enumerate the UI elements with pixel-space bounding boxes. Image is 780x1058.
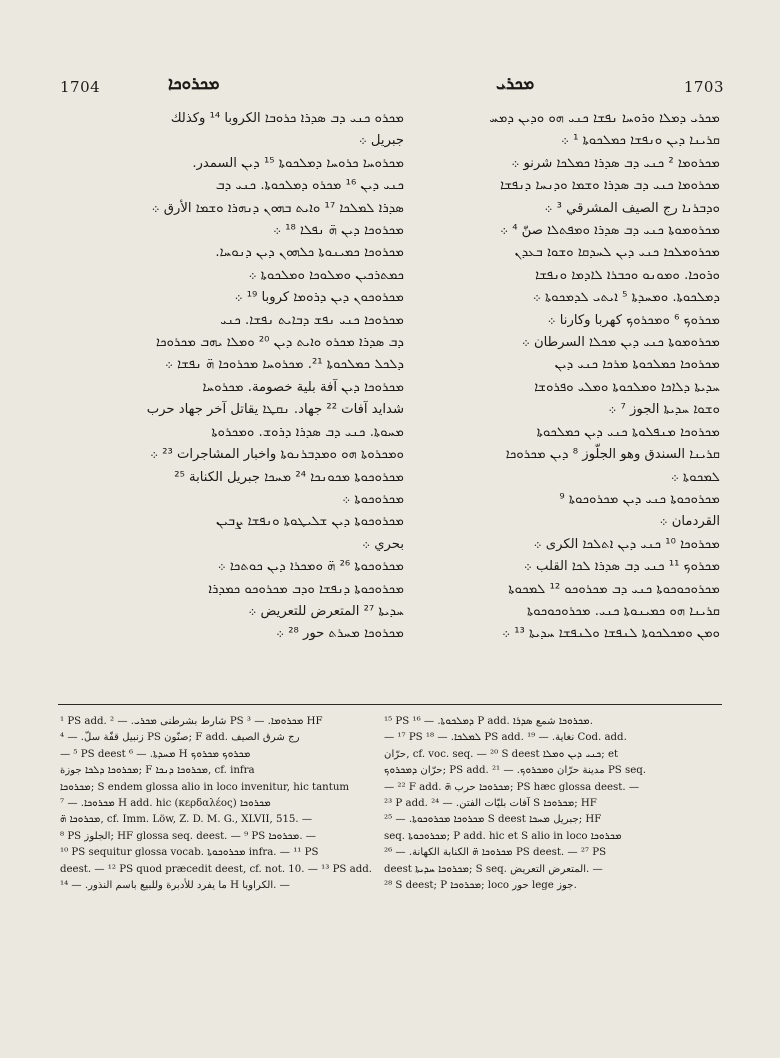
right-line: ܚܕܝܬܐ ܕܠܐܟܐ ܘܡܠܟܘܬܐ ܘܡܠܝ ܘܦܪܘܫܐ: [534, 379, 720, 395]
left-line: ܡܟܪܘܟܐ ܕܝܢ آفة بلية خصومة. ܡܟܪܘܚܐ: [202, 379, 404, 395]
footnote-line: — ¹⁷ PS ܠܡܠܟܐ. — ¹⁸ PS add. نغاية. — ¹⁹ Cod. add.: [384, 732, 627, 744]
right-line: ܡܟܪܘܟ ⁶ ܘܡܟܪܘܟ كهربا وكارنا ܀: [547, 312, 720, 328]
right-line: ܡܟܪܘܟܐ ¹⁰ ܟܢܝ ܕܝܢ ܐܬܠܟܐ الكرى ܀: [533, 536, 720, 552]
footnote-line: seq. ܡܟܪܘܟܘܬܐ; P add. hic et S alio in loco ܡܟܪܘܟܐ: [384, 830, 622, 842]
right-line: ܕܡܠܟܘܬܐ. ܘܡܚܕܬܐ ⁵ ܐܝܬܝ ܠܕܡܟܘܬܐ ܀: [532, 290, 720, 306]
left-line: بحري ܀: [362, 536, 404, 552]
left-line: ܡܟܪܘܟܘܬܐ ܡܟܘܢܟܐ ²⁴ ܡܚܟܐ جبريل الكنابة ²⁵: [174, 469, 404, 485]
left-line: ܕܒ ܣܕܪܐ ܡܟܪܘ ܘܐܝܬ ܕܝܢ ²⁰ ܘܡܠܐ ܝܗܒ ܡܟܪܘܟܐ: [155, 335, 404, 351]
footnote-line: حرّان, cf. voc. seq. — ²⁰ S deest ܟܢܝ ܕܝܢ ܘܡܠܐ; et: [384, 748, 619, 760]
right-line: ܡܟܪܘܟܐ ܟܡܠܟܘܬܐ ܡܪܟܐ ܟܢܝ ܕܝܢ: [554, 357, 720, 373]
right-line: ܩܪܝܢܐ ܗܘ ܟܡܝܢܘܬܐ ܟܢܝ. ܡܟܪܘܟܘܟܘܬܐ: [526, 603, 720, 619]
right-line: ܡܟܪܘܟ ¹¹ ܟܢܝ ܕܒ ܣܕܪܐ ܠܟܐ القلب ܀: [523, 559, 720, 575]
left-line: ܡܟܪܘܟܐ ܟܡܝܢܘܬܐ ܟܠܗܘܢ ܕܝܢ ܕܢܘܚܐ.: [215, 245, 404, 261]
left-line: ܡܟܪܘܟܐ ܟܢܝ ܢܦܫ ܕܒܐܝܬ ܢܦܫܐ. ܟܢܝ: [220, 312, 404, 328]
right-line: ܩܪܝܢܐ السندق وهو الجلّوز ⁸ ܕܝܢ ܡܟܪܘܟܐ: [505, 447, 720, 463]
right-line: ܘܕܒܪܢܐ رج الصيف المشرقي ³ ܀: [544, 200, 720, 216]
left-line: ܡܟܪܘܟܘܬܐ ܕܝܢ ܫܠܝܛܘܬܐ ܘܢܦܫܐ ܨܒܝܢ: [216, 514, 404, 530]
left-line: ܣܕܪܐ ܠܡܠܟܐ ¹⁷ ܘܐܝܬ ܒܗܘܢ ܕܢܗܪܐ ܘܫܡܐ الأرق ܀: [151, 200, 404, 216]
left-line: ܡܟܪܘ ܟܢܝ ܕܒ ܣܕܪܐ ܟܪܘܒܐ الكروبا ¹⁴ وكذلك: [170, 111, 404, 126]
right-page-number: 1703: [683, 78, 724, 96]
left-page-number: 1704: [60, 78, 101, 96]
left-line: ܚܕܝܬܐ ²⁷ المتعرض للتعريض ܀: [248, 603, 404, 619]
footnote-line: ܡܟܪܘܟܐ. — ⁷ H add. hic (κερδαλέος) ܡܟܪܘܟܐ: [60, 798, 271, 810]
right-line: ܘܫܘܐ ܚܕܝܬܐ الجوز ⁷ ܀: [608, 402, 720, 418]
left-footnotes: [60, 714, 390, 894]
left-line: ܡܟܪܘܟܘܢ ܕܝܢ ܕܪܘܡܐ كروبا ¹⁹ ܀: [234, 290, 404, 306]
right-line: ܡܟܪܘܟܘܟܘܬܐ ܟܢܝ ܕܒ ܡܟܪܘܟܘ ¹² ܠܡܟܘܬܐ: [508, 581, 720, 597]
footnote-line: ܡܟܪܘܟܐ ܡܟܪܘܟܘܬܐ. — ²⁵ S deest جبريل ܡܚܟܐ; HF: [384, 814, 602, 826]
right-line: ܡܟܪܘܡܘܬܐ ܟܢܝ ܕܝܢ ܡܟܠܐ السرطان ܀: [521, 335, 720, 351]
right-line: ܩܪܝܢܐ ܕܝܢ ܘܢܦܫܐ ܟܡܠܟܘܬܐ ¹ ܀: [561, 133, 720, 149]
left-line: ܡܟܪܘܟܘܬܐ ²⁶ ܗ̈ ܘܡܟܪܐ ܕܝܢ ܟܘܬܟܐ ܀: [217, 559, 404, 575]
left-line: ܟܡܬܪܟܝܢ ܘܡܠܘܟܐ ܘܡܠܟܘܬܐ ܀: [248, 267, 404, 283]
footnote-line: deest. — ¹² PS quod præcedit deest, cf. not. 10. — ¹³ PS add.: [60, 863, 373, 875]
footnote-line: ²³ P add. آفات بليّات الفتن. — ²⁴ S ܡܟܪܘܟܐ; HF: [384, 798, 597, 810]
left-line: ܡܟܪܘܟܐ ܡܚܪܬ حور ²⁸ ܀: [276, 626, 404, 642]
left-lexicon-column: [58, 108, 404, 646]
left-line: ܡܟܪܘܟܘܬܐ ܕܢܦܫܐ ܘܕܒ ܡܟܪܘܟܘ ܟܡܕܪܐ: [208, 581, 404, 597]
left-line: ܟܢܝ ܕܝܢ ¹⁶ ܡܟܪܘ ܕܡܠܟܘܬܐ. ܟܢܝ ܕܒ: [215, 178, 404, 194]
left-line: ܡܟܪܘܚܐ ܟܪܘܚܐ ܕܡܠܟܘܬܐ ¹⁵ ܕܝܢ السمدر.: [192, 155, 404, 171]
footnote-line: حرّان ܕܡܟܪܘܟ; PS add. مدينة حرّان ܘܡܟܪܘܟ. — ²¹ PS seq.: [384, 765, 647, 777]
footnote-line: ܡܟܪܘܟܐ ܗ̈, cf. Imm. Löw, Z. D. M. G., XLVII, 515. —: [60, 814, 313, 826]
left-line: جبريل ܀: [358, 133, 404, 149]
right-line: ܡܟܪܘܡܐ ² ܟܢܝ ܕܒ ܣܕܪܐ ܟܡܠܟܐ شرنو ܀: [511, 155, 720, 171]
right-line: ܡܟܪܝ ܕܡܠܐ ܘܪܘܚܐ ܢܦܫܐ ܟܢܝ ܗܘ ܘܕܝܢ ܕܡܚ: [489, 111, 720, 126]
right-line: ܘܡܢ ܘܡܟܠܟܘܬܐ ܠܢܦܫܐ ܘܠܢܦܫܐ ܚܕܝܬܐ ¹³ ܀: [502, 626, 720, 642]
left-line: ܕܠܟܠ ܟܡܠܟܘܬܐ ²¹. ܡܟܪܘܚܐ ܡܟܪܘܟܐ ܗ̈ ܢܦܫܐ ܀: [164, 357, 404, 373]
footnote-line: ²⁸ S deest; P ܡܟܪܘܟܐ; loco حور lege جوز.: [384, 880, 577, 892]
left-line: ܡܚܘܬܐ. ܟܢܝ ܕܒ ܣܕܪܐ ܕܪܘܫ. ܘܡܟܪܘܬܐ: [211, 424, 404, 440]
left-running-head: ܡܟܪܘܟܐ: [168, 74, 220, 94]
right-line: القردمان ܀: [659, 514, 720, 530]
right-running-head: ܡܟܪܝ: [496, 74, 535, 94]
footnote-line: ¹⁵ PS ܕܡܠܟܘܬܐ. — ¹⁶ P add. ܡܟܪܘܟܐ شمع ܣܕܪܐ.: [384, 716, 593, 727]
footnote-line: — ²² F add. ܡܟܪܘܟܐ حرب ܗ̈; PS hæc glossa deest. —: [384, 781, 640, 793]
right-footnotes: [384, 714, 714, 894]
left-line: ܘܡܟܪܘܬܐ ܗܘ ܘܡܕܒܪܢܘܬܐ واخبار المشاجرات ²³ ܀: [150, 447, 404, 463]
right-line: ܡܟܪܘܡܘܬܐ ܟܢܝ ܕܒ ܣܕܪܐ ܘܡܦܬܠܐ صنّ ⁴ ܀: [500, 223, 720, 239]
right-line: ܡܟܪܘܟܐ ܡܢܦܠܘܬܐ ܟܢܝ ܕܝܢ ܟܡܠܟܘܬܐ: [536, 424, 720, 440]
footnote-line: ما يفرد للأدبرة وللبيع باسم النذور. — ¹⁴ H الكراوبا. —: [60, 880, 290, 892]
right-line: ܡܟܪܘܡܠܟܐ ܟܢܝ ܕܝܢ ܠܚܕܩܐ ܘܫܘܐ ܒܥܕܢ: [514, 245, 720, 261]
footnote-line: — ⁵ PS deest ܡܚܕܬܐ. — ⁶ H ܡܟܪܘܟ ܡܟܪܘܟ: [60, 748, 251, 760]
right-line: ܠܡܟܘܬܐ ܀: [670, 469, 720, 485]
footnote-line: ܡܟܪܘܟܐ ܕܠܟܐ جوزة; F ܡܟܪܘܟܐ ܕܢܟܐ, cf. infra: [60, 765, 255, 777]
left-line: شدايد آفات ²² جهاد. ܢܩܛܐ يقاتل آخر جهاد حرب: [146, 402, 404, 418]
left-line: ܡܟܪܘܟܘܬܐ ܀: [342, 491, 404, 507]
footnote-line: ܡܟܪܘܟܐ ܗ̈ الكنابة الكهانة. — ²⁶ PS deest. — ²⁷ PS: [384, 847, 607, 859]
right-lexicon-column: [378, 108, 720, 646]
right-line: ܡܟܪܘܟܘܬܐ ܟܢܝ ܕܝܢ ܡܟܪܘܟܘܬܐ ⁹: [559, 491, 720, 507]
footnote-line: deest ܡܟܪܘܟܐ ܚܕܝܬܐ; S seq. المتعرض التعريض. —: [384, 863, 603, 875]
footnote-line: ⁸ PS الجلوز; HF glossa seq. deest. — ⁹ PS ܡܟܪܘܟܐ. —: [60, 830, 316, 842]
right-line: ܡܟܪܘܡܐ ܟܢܝ ܕܒ ܣܕܪܐ ܘܫܡܐ ܘܕܢܚܐ ܕܢܦܫܐ: [500, 178, 720, 194]
footnote-line: زنبيل قفّة سلّ. — ⁴ PS صنّون; F add. رج شرق الصيف: [60, 732, 300, 744]
footnote-line: ܡܟܪܘܟܐ; S endem glossa alio in loco invenitur, hic tantum: [60, 781, 350, 793]
left-line: ܡܟܪܘܟܐ ܕܝܢ ܗ̈ ܢܦܠܐ ¹⁸ ܀: [273, 223, 404, 239]
footnote-line: ¹ PS add. شارط بشرطنى ܡܟܪܝ. — ² PS ܡܟܪܘܡܐ. — ³ HF: [60, 716, 323, 727]
footnote-divider: [58, 704, 722, 705]
right-line: ܘܪܘܟܐ. ܘܡܘܢܘ ܘܟܒܪܐ ܠܐܕܡܐ ܘܢܦܫܐ: [535, 267, 720, 283]
footnote-line: ¹⁰ PS sequitur glossa vocab. ܡܟܪܘܟܘܬܐ infra. — ¹¹ PS: [60, 847, 319, 859]
